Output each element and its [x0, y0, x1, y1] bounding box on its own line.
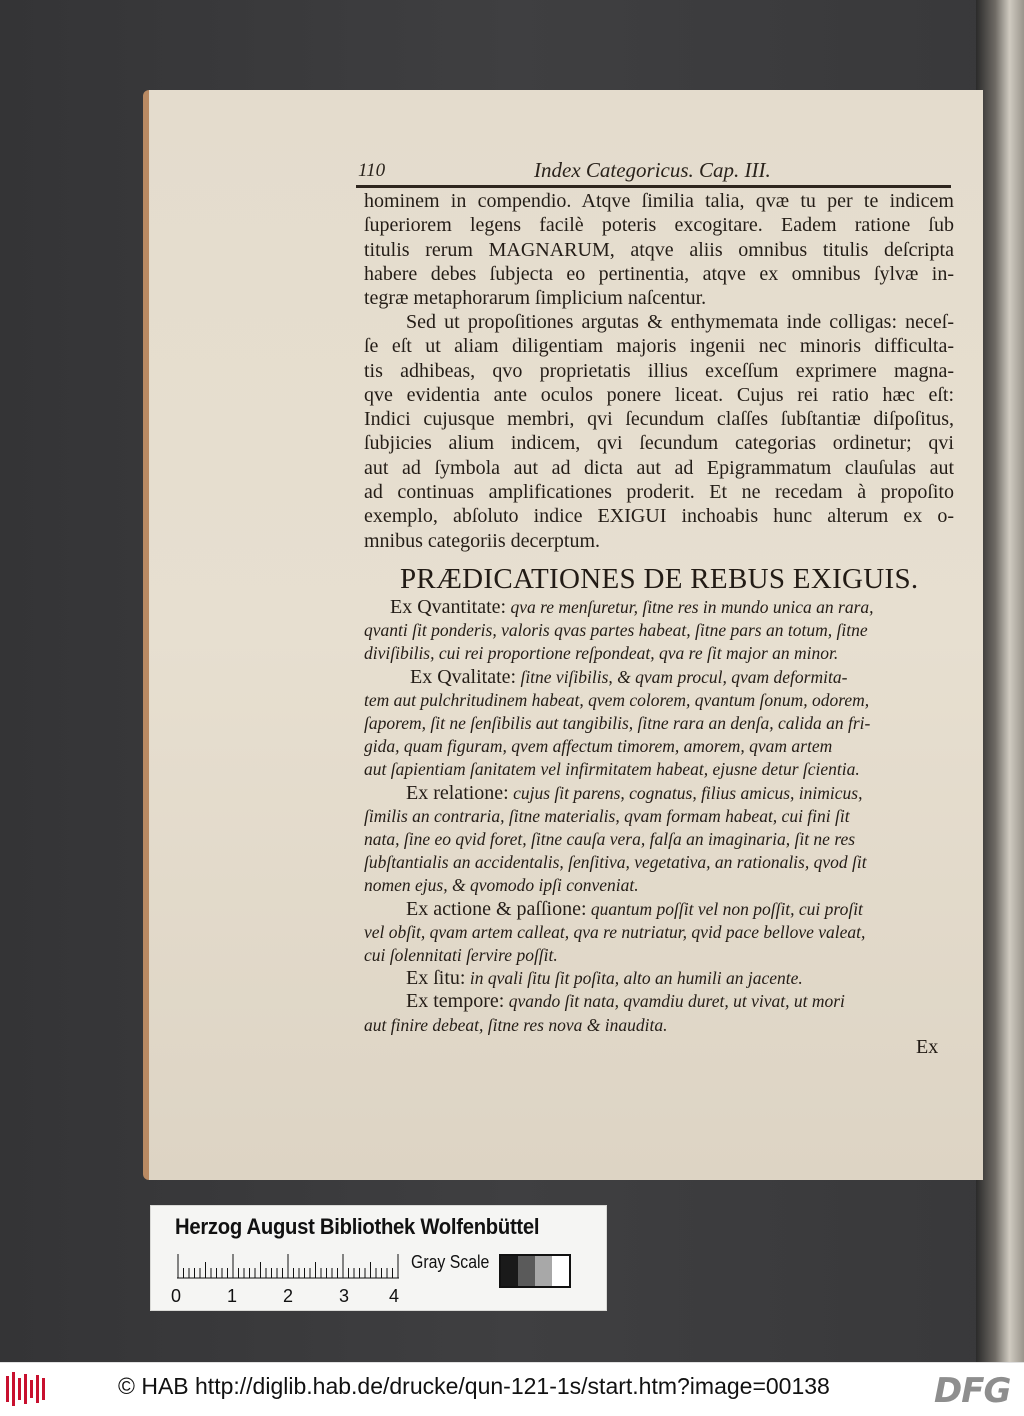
running-head: Index Categoricus. Cap. III.: [534, 158, 771, 182]
text-line: Sed ut propoſitiones argutas & enthymemata inde colligas: neceſ-: [406, 311, 954, 333]
ruler-scale: [177, 1253, 399, 1279]
paragraph-1: [364, 189, 954, 310]
gray-swatch-step: [552, 1256, 569, 1286]
predication-line: [364, 898, 954, 921]
predication-line: [364, 666, 954, 689]
hab-barcode-icon: [6, 1372, 46, 1406]
predication-label: Ex Qvantitate:: [390, 596, 507, 618]
text-line: qve evidentia ante oculos ponere liceat. Cujus rei ratio hæc eſt:: [364, 383, 954, 406]
header-rule: [356, 185, 951, 188]
predication-text: aut finire debeat, ſitne res nova & inaudita.: [364, 1014, 668, 1035]
text-line: ſuperiorem legens facilè poteris excogitare. Eadem ratione ſub: [364, 214, 954, 237]
ruler-label: 2: [283, 1286, 294, 1306]
predication-text: cujus ſit parens, cognatus, filius amicus, inimicus,: [513, 782, 863, 803]
predication-text: ſitne viſibilis, & qvam procul, qvam deformita-: [520, 666, 848, 687]
page-number: 110: [358, 160, 386, 181]
text-line: habere debes ſubjecta eo pertinentia, atqve ex omnibus ſylvæ in-: [364, 262, 954, 285]
text-line: titulis rerum MAGNARUM, atqve aliis omnibus titulis deſcripta: [364, 238, 954, 261]
copyright-link[interactable]: © HAB http://diglib.hab.de/drucke/qun-121-1s/start.htm?image=00138: [118, 1373, 830, 1399]
predication-text: qva re menſuretur, ſitne res in mundo unica an rara,: [510, 597, 874, 617]
text-line: mnibus categoriis decerptum.: [364, 529, 601, 552]
text-line: aut ad ſymbola aut ad dicta aut ad Epigrammatum clauſulas aut: [364, 456, 954, 479]
predication-text: gida, quam figuram, qvem affectum timorem, amorem, qvam artem: [364, 736, 833, 757]
text-line: tegræ metaphorarum ſimplicium naſcentur.: [364, 287, 707, 310]
predication-text: diviſibilis, cui rei proportione reſpondeat, qva re ſit major an minor.: [364, 643, 839, 664]
gray-swatch-step: [535, 1256, 552, 1286]
predication-text: qvanti ſit ponderis, valoris qvas partes habeat, ſitne pars an totum, ſitne: [364, 620, 868, 641]
predication-text: ſubſtantialis an accidentalis, ſenſitiva, vegetativa, an rationalis, qvod ſit: [364, 852, 867, 873]
gray-swatch-step: [518, 1256, 535, 1286]
predication-text: ſimilis an contraria, ſitne materialis, qvam formam habeat, cui fini ſit: [364, 805, 850, 826]
text-line: hominem in compendio. Atqve ſimilia talia, qvæ tu per te indicem: [364, 190, 954, 212]
ruler-label: 0: [171, 1286, 182, 1306]
predication-label: Ex Qvalitate:: [410, 665, 517, 688]
ruler-label: 3: [339, 1286, 350, 1306]
predication-text: tem aut pulchritudinem habeat, qvem colorem, qvantum ſonum, odorem,: [364, 689, 870, 710]
predication-line: [364, 596, 954, 619]
paragraph-2: [364, 310, 954, 553]
catchword: Ex: [916, 1036, 939, 1058]
predication-text: in qvali ſitu ſit poſita, alto an humili an jacente.: [469, 968, 803, 989]
text-line: ſubjicies alium indicem, qvi ſecundum categorias ordinetur; qvi: [364, 432, 954, 455]
predication-text: ſaporem, ſit ne ſenſibilis aut tangibilis, ſitne rara an denſa, calida an fri-: [364, 713, 871, 734]
color-calibration-card: [150, 1205, 607, 1311]
predication-label: Ex actione & paſſione:: [406, 897, 587, 920]
predication-text: aut ſapientiam ſanitatem vel infirmitatem habeat, ejusne detur ſcientia.: [364, 759, 860, 780]
section-title: PRÆDICATIONES DE REBUS EXIGUIS.: [400, 563, 919, 595]
text-line: ſe eſt ut aliam diligentiam majoris ingenii nec minoris difficulta-: [364, 335, 954, 358]
predication-label: Ex ſitu:: [406, 967, 466, 990]
ruler-label: 1: [227, 1286, 238, 1306]
predication-label: Ex tempore:: [406, 990, 505, 1013]
footer-bar: [0, 1362, 1024, 1416]
ruler-label: 4: [389, 1286, 400, 1306]
predication-text: nata, ſine eo qvid foret, ſitne cauſa vera, falſa an imaginaria, ſit ne res: [364, 829, 856, 850]
predication-text: quantum poſſit vel non poſſit, cui proſit: [590, 898, 863, 919]
adjacent-page-edge: [976, 0, 1024, 1362]
text-line: ad continuas amplificationes proderit. Et ne recedam à propoſito: [364, 481, 954, 504]
predication-text: nomen ejus, & qvomodo ipſi conveniat.: [364, 875, 639, 896]
gray-scale-swatch: [499, 1254, 571, 1288]
predication-line: [364, 990, 954, 1013]
text-line: tis adhibeas, qvo proprietatis illius exceſſum exprimere magna-: [364, 359, 954, 382]
predication-text: cui ſolennitati ſervire poſſit.: [364, 945, 558, 966]
predications: [364, 596, 954, 1037]
predication-label: Ex relatione:: [406, 781, 509, 804]
text-line: Indici cujusque membri, qvi ſecundum claſſes ſubſtantiæ diſpoſitus,: [364, 408, 954, 431]
card-title: Herzog August Bibliothek Wolfenbüttel: [175, 1214, 540, 1239]
predication-line: [364, 782, 954, 805]
ruler-labels: [171, 1286, 411, 1308]
predication-line: [364, 967, 954, 990]
gray-swatch-step: [501, 1256, 518, 1286]
text-line: exemplo, abſoluto indice EXIGUI inchoabis hunc alterum ex o-: [364, 505, 954, 528]
dfg-logo: DFG: [934, 1371, 1011, 1411]
gray-scale-label: Gray Scale: [411, 1252, 490, 1272]
predication-text: vel obſit, qvam artem calleat, qva re nutriatur, qvid pace bellove valeat,: [364, 921, 866, 942]
predication-text: qvando ſit nata, qvamdiu duret, ut vivat, ut mori: [508, 991, 845, 1012]
